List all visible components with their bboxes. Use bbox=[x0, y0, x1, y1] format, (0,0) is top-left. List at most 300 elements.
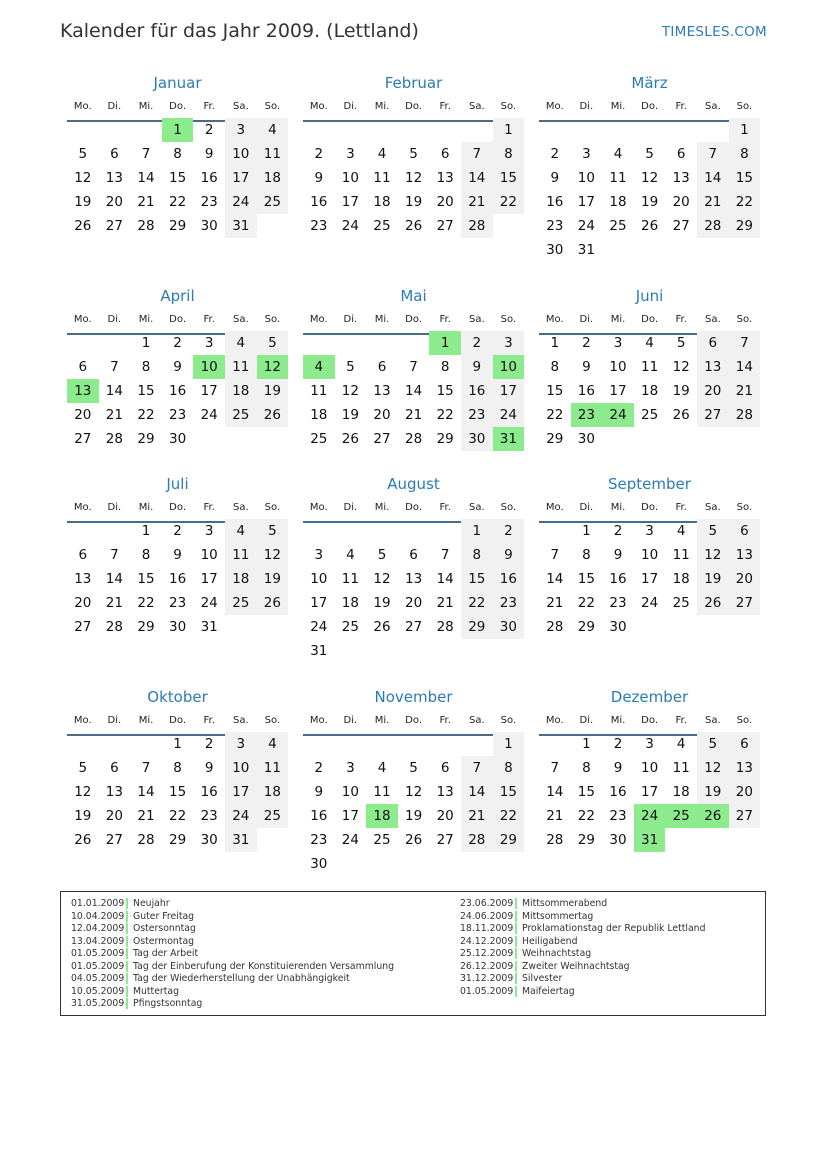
weekday-header: Sa. bbox=[704, 101, 721, 112]
day-cell: 2 bbox=[613, 736, 623, 752]
legend-holiday-name: Muttertag bbox=[133, 985, 179, 997]
legend-marker bbox=[515, 898, 517, 909]
day-cell: 5 bbox=[645, 146, 654, 162]
day-cell: 13 bbox=[672, 170, 690, 186]
weekday-header: Di. bbox=[579, 715, 594, 726]
legend-date: 25.12.2009 bbox=[460, 948, 514, 959]
day-cell: 7 bbox=[409, 359, 418, 375]
day-cell: 15 bbox=[577, 784, 595, 800]
day-cell: 10 bbox=[641, 547, 659, 563]
day-cell: 29 bbox=[169, 218, 187, 234]
legend-item bbox=[71, 973, 394, 986]
day-cell: 24 bbox=[493, 403, 525, 427]
day-cell: 10 bbox=[200, 547, 218, 563]
weekday-header: Do. bbox=[169, 314, 186, 325]
day-cell: 16 bbox=[609, 784, 627, 800]
weekday-header: Mi. bbox=[374, 502, 390, 513]
day-cell: 30 bbox=[461, 427, 493, 451]
day-cell: 19 bbox=[257, 379, 289, 403]
day-cell: 31 bbox=[225, 214, 257, 238]
day-cell: 15 bbox=[461, 567, 493, 591]
legend-marker bbox=[515, 973, 517, 984]
weekday-header: Do. bbox=[405, 502, 422, 513]
weekday-header: Di. bbox=[343, 502, 358, 513]
day-cell: 10 bbox=[493, 355, 525, 379]
legend-column-left bbox=[71, 898, 394, 1011]
day-cell: 5 bbox=[697, 732, 729, 756]
day-cell: 2 bbox=[204, 736, 214, 752]
day-cell: 3 bbox=[645, 736, 654, 752]
day-cell: 25 bbox=[225, 591, 257, 615]
weekday-header: Di. bbox=[107, 715, 122, 726]
weekday-header: Sa. bbox=[468, 715, 485, 726]
day-cell: 15 bbox=[137, 571, 155, 587]
legend-date: 12.04.2009 bbox=[71, 923, 125, 934]
legend-holiday-name: Guter Freitag bbox=[133, 910, 195, 922]
day-cell: 6 bbox=[110, 146, 119, 162]
day-cell: 23 bbox=[200, 808, 218, 824]
day-cell: 29 bbox=[493, 828, 525, 852]
day-cell: 10 bbox=[577, 170, 595, 186]
day-cell: 30 bbox=[169, 431, 187, 447]
day-cell: 16 bbox=[577, 383, 595, 399]
day-cell: 31 bbox=[225, 828, 257, 852]
weekday-header: Sa. bbox=[468, 502, 485, 513]
day-cell: 10 bbox=[225, 142, 257, 166]
legend-marker bbox=[515, 948, 517, 959]
weekday-header: Mo. bbox=[545, 502, 564, 513]
legend-item bbox=[460, 961, 705, 974]
day-cell: 7 bbox=[440, 547, 450, 563]
day-cell: 18 bbox=[341, 595, 359, 611]
day-cell: 28 bbox=[436, 619, 454, 635]
day-cell: 23 bbox=[571, 403, 603, 427]
weekday-header: Sa. bbox=[704, 715, 721, 726]
day-cell: 17 bbox=[310, 595, 328, 611]
day-cell: 8 bbox=[173, 146, 182, 162]
legend-date: 01.01.2009 bbox=[71, 898, 125, 909]
day-cell: 21 bbox=[546, 808, 564, 824]
day-cell: 12 bbox=[405, 170, 423, 186]
legend-marker bbox=[126, 973, 128, 984]
legend-marker bbox=[126, 961, 128, 972]
weekday-header: Fr. bbox=[675, 314, 687, 325]
day-cell: 23 bbox=[493, 591, 525, 615]
month-name: August bbox=[387, 475, 440, 493]
day-cell: 4 bbox=[645, 335, 654, 351]
day-cell: 12 bbox=[641, 170, 659, 186]
weekday-header: So. bbox=[500, 101, 517, 112]
day-cell: 3 bbox=[314, 547, 324, 563]
day-cell: 30 bbox=[169, 619, 187, 635]
day-cell: 29 bbox=[577, 832, 595, 848]
day-cell: 31 bbox=[493, 427, 525, 451]
day-cell: 2 bbox=[613, 523, 623, 539]
day-cell: 23 bbox=[461, 403, 493, 427]
day-cell: 1 bbox=[429, 331, 461, 355]
weekday-header: So. bbox=[500, 502, 517, 513]
day-cell: 1 bbox=[173, 736, 182, 752]
day-cell: 18 bbox=[373, 194, 391, 210]
day-cell: 7 bbox=[697, 142, 729, 166]
day-cell: 6 bbox=[409, 547, 418, 563]
day-cell: 20 bbox=[729, 780, 761, 804]
legend-date: 31.05.2009 bbox=[71, 998, 125, 1009]
day-cell: 19 bbox=[341, 407, 359, 423]
month-name: Januar bbox=[153, 74, 202, 92]
day-cell: 23 bbox=[310, 832, 328, 848]
weekday-header: Fr. bbox=[675, 502, 687, 513]
weekday-header: Sa. bbox=[704, 502, 721, 513]
day-cell: 10 bbox=[641, 760, 659, 776]
day-cell: 6 bbox=[78, 547, 88, 563]
day-cell: 25 bbox=[341, 619, 359, 635]
day-cell: 22 bbox=[169, 808, 187, 824]
legend-marker bbox=[126, 911, 128, 922]
legend-marker bbox=[126, 948, 128, 959]
legend-holiday-name: Mittsommerabend bbox=[522, 898, 608, 909]
legend-date: 24.06.2009 bbox=[460, 910, 514, 922]
day-cell: 11 bbox=[641, 359, 659, 375]
day-cell: 18 bbox=[366, 804, 398, 828]
day-cell: 26 bbox=[373, 619, 391, 635]
day-cell: 1 bbox=[493, 118, 525, 142]
weekday-header: So. bbox=[500, 715, 517, 726]
legend-date: 31.12.2009 bbox=[460, 973, 514, 984]
day-cell: 21 bbox=[436, 595, 454, 611]
day-cell: 20 bbox=[672, 194, 690, 210]
day-cell: 7 bbox=[550, 547, 560, 563]
day-cell: 21 bbox=[729, 379, 761, 403]
day-cell: 2 bbox=[493, 519, 525, 543]
day-cell: 24 bbox=[341, 832, 359, 848]
weekday-header: Fr. bbox=[439, 314, 451, 325]
weekday-header: Sa. bbox=[468, 101, 485, 112]
day-cell: 7 bbox=[550, 760, 560, 776]
day-cell: 22 bbox=[436, 407, 454, 423]
day-cell: 31 bbox=[634, 828, 666, 852]
day-cell: 21 bbox=[137, 808, 155, 824]
day-cell: 23 bbox=[169, 407, 187, 423]
day-cell: 9 bbox=[461, 355, 493, 379]
day-cell: 9 bbox=[173, 547, 182, 563]
day-cell: 24 bbox=[634, 804, 666, 828]
day-cell: 2 bbox=[204, 122, 214, 138]
day-cell: 16 bbox=[169, 383, 187, 399]
day-cell: 3 bbox=[493, 331, 525, 355]
day-cell: 19 bbox=[697, 780, 729, 804]
day-cell: 18 bbox=[641, 383, 659, 399]
day-cell: 4 bbox=[377, 760, 387, 776]
day-cell: 27 bbox=[405, 619, 423, 635]
weekday-header: Di. bbox=[579, 101, 594, 112]
day-cell: 20 bbox=[697, 379, 729, 403]
day-cell: 1 bbox=[162, 118, 194, 142]
day-cell: 17 bbox=[641, 784, 659, 800]
day-cell: 5 bbox=[257, 519, 289, 543]
day-cell: 11 bbox=[373, 784, 391, 800]
day-cell: 15 bbox=[169, 170, 187, 186]
day-cell: 5 bbox=[78, 760, 88, 776]
day-cell: 19 bbox=[405, 194, 423, 210]
day-cell: 29 bbox=[137, 431, 155, 447]
day-cell: 3 bbox=[645, 523, 654, 539]
legend-date: 13.04.2009 bbox=[71, 935, 125, 947]
legend-holiday-name: Silvester bbox=[522, 973, 563, 984]
day-cell: 25 bbox=[310, 431, 328, 447]
weekday-header: Fr. bbox=[203, 314, 215, 325]
day-cell: 22 bbox=[493, 804, 525, 828]
day-cell: 15 bbox=[169, 784, 187, 800]
legend-item bbox=[460, 948, 705, 961]
legend-marker bbox=[126, 936, 128, 947]
month-name: Dezember bbox=[610, 688, 689, 706]
day-cell: 28 bbox=[405, 431, 423, 447]
day-cell: 5 bbox=[377, 547, 387, 563]
day-cell: 10 bbox=[341, 170, 359, 186]
day-cell: 12 bbox=[697, 543, 729, 567]
day-cell: 1 bbox=[493, 732, 525, 756]
day-cell: 27 bbox=[672, 218, 690, 234]
legend-item bbox=[460, 986, 705, 999]
legend-date: 01.05.2009 bbox=[460, 985, 514, 997]
day-cell: 22 bbox=[577, 808, 595, 824]
legend-date: 01.05.2009 bbox=[71, 948, 125, 959]
day-cell: 15 bbox=[729, 166, 761, 190]
day-cell: 3 bbox=[225, 732, 257, 756]
weekday-header: Mi. bbox=[610, 314, 626, 325]
day-cell: 11 bbox=[225, 543, 257, 567]
day-cell: 19 bbox=[697, 567, 729, 591]
legend-item bbox=[71, 936, 394, 949]
legend-item bbox=[71, 986, 394, 999]
day-cell: 17 bbox=[577, 194, 595, 210]
day-cell: 30 bbox=[310, 856, 328, 872]
weekday-header: So. bbox=[264, 101, 281, 112]
day-cell: 11 bbox=[341, 571, 359, 587]
legend-item bbox=[71, 923, 394, 936]
weekday-header: Mi. bbox=[610, 715, 626, 726]
day-cell: 4 bbox=[225, 519, 257, 543]
weekday-header: Mo. bbox=[73, 715, 92, 726]
legend-column-right bbox=[460, 898, 705, 998]
day-cell: 19 bbox=[74, 808, 92, 824]
day-cell: 19 bbox=[405, 808, 423, 824]
legend-item bbox=[71, 961, 394, 974]
legend-date: 18.11.2009 bbox=[460, 923, 514, 934]
page-title: Kalender für das Jahr 2009. (Lettland) bbox=[60, 20, 419, 42]
legend-date: 10.05.2009 bbox=[71, 985, 125, 997]
day-cell: 14 bbox=[546, 571, 564, 587]
legend-date: 10.04.2009 bbox=[71, 910, 125, 922]
day-cell: 2 bbox=[314, 146, 324, 162]
day-cell: 19 bbox=[373, 595, 391, 611]
day-cell: 3 bbox=[346, 760, 355, 776]
day-cell: 12 bbox=[341, 383, 359, 399]
day-cell: 9 bbox=[204, 146, 214, 162]
legend-item bbox=[460, 936, 705, 949]
day-cell: 21 bbox=[105, 407, 123, 423]
day-cell: 16 bbox=[169, 571, 187, 587]
day-cell: 26 bbox=[697, 591, 729, 615]
day-cell: 30 bbox=[609, 832, 627, 848]
day-cell: 16 bbox=[310, 194, 328, 210]
weekday-header: Mi. bbox=[138, 502, 154, 513]
day-cell: 5 bbox=[257, 331, 289, 355]
day-cell: 28 bbox=[461, 214, 493, 238]
day-cell: 7 bbox=[461, 756, 493, 780]
weekday-header: Mo. bbox=[309, 101, 328, 112]
day-cell: 31 bbox=[200, 619, 218, 635]
day-cell: 25 bbox=[373, 218, 391, 234]
day-cell: 1 bbox=[461, 519, 493, 543]
day-cell: 6 bbox=[697, 331, 729, 355]
weekday-header: So. bbox=[736, 101, 753, 112]
day-cell: 18 bbox=[225, 567, 257, 591]
day-cell: 17 bbox=[200, 383, 218, 399]
weekday-header: Fr. bbox=[203, 101, 215, 112]
day-cell: 8 bbox=[729, 142, 761, 166]
day-cell: 20 bbox=[74, 407, 92, 423]
day-cell: 17 bbox=[341, 808, 359, 824]
day-cell: 26 bbox=[74, 218, 92, 234]
weekday-header: So. bbox=[736, 715, 753, 726]
day-cell: 2 bbox=[314, 760, 324, 776]
day-cell: 24 bbox=[341, 218, 359, 234]
weekday-header: Mo. bbox=[545, 715, 564, 726]
month-name: Mai bbox=[400, 287, 427, 305]
legend-marker bbox=[126, 998, 128, 1009]
day-cell: 5 bbox=[78, 146, 88, 162]
weekday-header: Mi. bbox=[374, 101, 390, 112]
day-cell: 12 bbox=[405, 784, 423, 800]
legend-item bbox=[71, 911, 394, 924]
day-cell: 29 bbox=[436, 431, 454, 447]
day-cell: 4 bbox=[257, 118, 289, 142]
day-cell: 16 bbox=[310, 808, 328, 824]
day-cell: 22 bbox=[461, 591, 493, 615]
day-cell: 13 bbox=[405, 571, 423, 587]
day-cell: 3 bbox=[225, 118, 257, 142]
day-cell: 16 bbox=[493, 567, 525, 591]
day-cell: 24 bbox=[200, 407, 218, 423]
legend-marker bbox=[515, 986, 517, 997]
day-cell: 26 bbox=[341, 431, 359, 447]
day-cell: 11 bbox=[257, 142, 289, 166]
day-cell: 29 bbox=[577, 619, 595, 635]
day-cell: 11 bbox=[672, 760, 690, 776]
day-cell: 22 bbox=[577, 595, 595, 611]
day-cell: 6 bbox=[110, 760, 119, 776]
weekday-header: Mi. bbox=[374, 715, 390, 726]
day-cell: 18 bbox=[672, 784, 690, 800]
legend-item bbox=[71, 948, 394, 961]
day-cell: 6 bbox=[729, 519, 761, 543]
day-cell: 6 bbox=[729, 732, 761, 756]
day-cell: 2 bbox=[173, 335, 182, 351]
day-cell: 27 bbox=[729, 591, 761, 615]
month-name: Juni bbox=[635, 287, 664, 305]
day-cell: 4 bbox=[377, 146, 387, 162]
day-cell: 9 bbox=[204, 760, 214, 776]
day-cell: 21 bbox=[461, 190, 493, 214]
day-cell: 1 bbox=[141, 335, 151, 351]
day-cell: 8 bbox=[141, 359, 151, 375]
weekday-header: Di. bbox=[579, 502, 594, 513]
day-cell: 17 bbox=[609, 383, 627, 399]
weekday-header: Sa. bbox=[232, 502, 249, 513]
day-cell: 19 bbox=[672, 383, 690, 399]
legend-marker bbox=[126, 923, 128, 934]
day-cell: 18 bbox=[672, 571, 690, 587]
day-cell: 6 bbox=[440, 760, 450, 776]
day-cell: 13 bbox=[373, 383, 391, 399]
day-cell: 16 bbox=[461, 379, 493, 403]
day-cell: 28 bbox=[137, 832, 155, 848]
day-cell: 28 bbox=[105, 431, 123, 447]
brand-link[interactable]: TIMESLES.COM bbox=[661, 24, 767, 40]
day-cell: 26 bbox=[405, 832, 423, 848]
day-cell: 22 bbox=[546, 407, 564, 423]
day-cell: 20 bbox=[105, 194, 123, 210]
day-cell: 20 bbox=[373, 407, 391, 423]
weekday-header: Sa. bbox=[232, 101, 249, 112]
legend-item bbox=[460, 973, 705, 986]
day-cell: 28 bbox=[105, 619, 123, 635]
day-cell: 18 bbox=[225, 379, 257, 403]
legend-date: 04.05.2009 bbox=[71, 973, 125, 984]
legend-item bbox=[460, 911, 705, 924]
legend-holiday-name: Weihnachtstag bbox=[522, 948, 592, 959]
day-cell: 11 bbox=[257, 756, 289, 780]
day-cell: 27 bbox=[373, 431, 391, 447]
day-cell: 20 bbox=[729, 567, 761, 591]
day-cell: 10 bbox=[193, 355, 225, 379]
day-cell: 3 bbox=[204, 523, 214, 539]
day-cell: 16 bbox=[200, 170, 218, 186]
day-cell: 24 bbox=[577, 218, 595, 234]
day-cell: 2 bbox=[582, 335, 591, 351]
legend-marker bbox=[126, 986, 128, 997]
weekday-header: Fr. bbox=[439, 101, 451, 112]
day-cell: 21 bbox=[137, 194, 155, 210]
legend-holiday-name: Pfingstsonntag bbox=[133, 998, 203, 1009]
weekday-header: Do. bbox=[641, 715, 658, 726]
day-cell: 25 bbox=[665, 804, 697, 828]
weekday-header: Fr. bbox=[439, 715, 451, 726]
legend-holiday-name: Tag der Einberufung der Konstituierenden Versammlung bbox=[133, 960, 395, 972]
day-cell: 26 bbox=[257, 403, 289, 427]
weekday-header: Sa. bbox=[704, 314, 721, 325]
weekday-header: Mo. bbox=[545, 101, 564, 112]
day-cell: 1 bbox=[550, 335, 560, 351]
day-cell: 24 bbox=[602, 403, 634, 427]
day-cell: 21 bbox=[405, 407, 423, 423]
day-cell: 11 bbox=[225, 355, 257, 379]
month-name: Juli bbox=[166, 475, 189, 493]
day-cell: 3 bbox=[582, 146, 591, 162]
day-cell: 13 bbox=[105, 784, 123, 800]
legend-date: 01.05.2009 bbox=[71, 960, 125, 972]
day-cell: 13 bbox=[729, 756, 761, 780]
month-divider bbox=[539, 120, 760, 122]
legend-holiday-name: Heiligabend bbox=[522, 935, 578, 947]
day-cell: 14 bbox=[546, 784, 564, 800]
weekday-header: Di. bbox=[579, 314, 594, 325]
day-cell: 4 bbox=[676, 523, 686, 539]
day-cell: 25 bbox=[257, 190, 289, 214]
day-cell: 11 bbox=[672, 547, 690, 563]
